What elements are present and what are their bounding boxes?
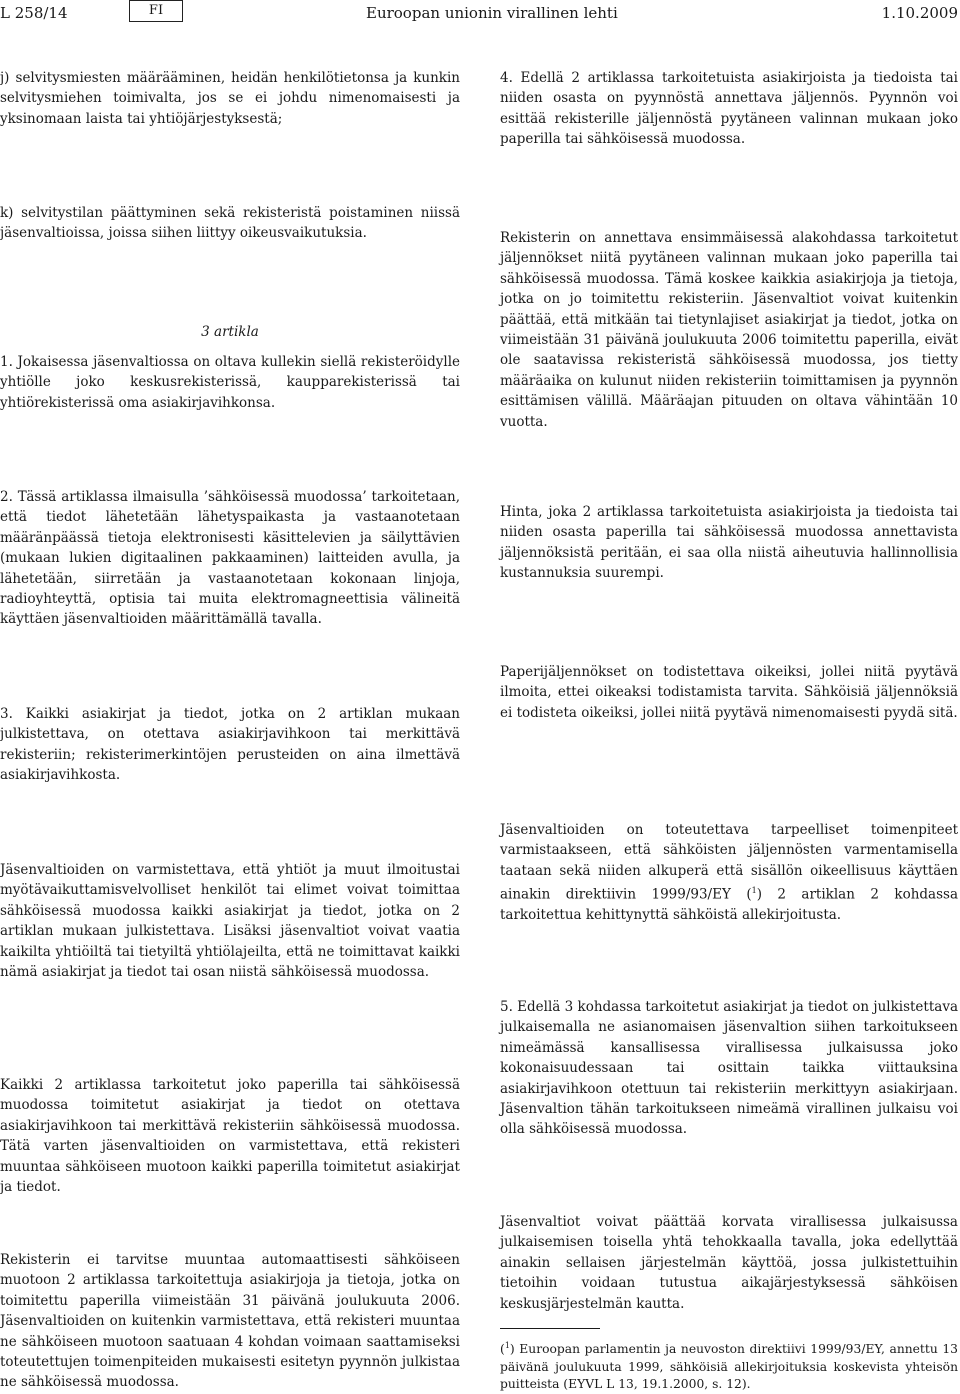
paragraph-4-subparagraph-5-text-a: Jäsenvaltioiden on toteutettava tarpeelliset toimenpiteet varmistaakseen, että sähköisten jäljennösten varmentamisella taataan sekä niiden alkuperä että sisällön oikeellisuus käyttäen ainakin direktiivin 1999/93/EY ( [500, 822, 958, 903]
paragraph-4-subparagraph-3: Hinta, joka 2 artiklassa tarkoitetuista asiakirjoista ja tiedoista tai niiden osasta paperilla tai sähköisessä muodossa annettavista jäljennöksistä peritään, ei saa olla niistä aiheutuvia hallinnollisia kustannuksia suurempi. [500, 504, 958, 582]
paragraph-1: 1. Jokaisessa jäsenvaltiossa on oltava kullekin siellä rekisteröidylle yhtiölle joko keskusrekisterissä, kaupparekisterissä tai yhtiörekisterissä oma asiakirjavihkonsa. [0, 354, 460, 411]
article-title: 3 artikla [201, 324, 259, 340]
paragraph-4-subparagraph-5-text-b: ) 2 artiklan 2 kohdassa tarkoitettua kehittynyttä sähköistä allekirjoitusta. [500, 886, 958, 924]
paragraph-2: 2. Tässä artiklassa ilmaisulla ’sähköisessä muodossa’ tarkoitetaan, että tiedot lähetetään lähetyspaikasta ja vastaanotetaan määränpäässä tietoja elektronisesti käsittelevien ja säilyttävien (mukaan lukien digitaalinen pakkaaminen) laitteiden avulla, ja lähetetään, siirretään ja vastaanotetaan kokonaan linjoja, radioyhteyttä, optisia tai muita elektromagneettisia välineitä käyttäen jäsenvaltioiden määrittämällä tavalla. [0, 489, 460, 628]
journal-title: Euroopan unionin virallinen lehti [366, 4, 618, 22]
point-j: j) selvitysmiesten määrääminen, heidän henkilötietonsa ja kunkin selvitysmiehen toimivalta, jos se ei johdu nimenomaisesti ja yksinomaan laista tai yhtiöjärjestyksestä; [0, 70, 460, 127]
language-box: FI [129, 0, 183, 22]
paragraph-3: 3. Kaikki asiakirjat ja tiedot, jotka on 2 artiklan mukaan julkistettava, on otettava asiakirjavihkoon tai merkittävä rekisteriin; rekisterimerkintöjen perusteiden on aina ilmettävä asiakirjavihkosta. [0, 706, 460, 784]
footnote: ($^1$) Euroopan parlamentin ja neuvoston direktiivi 1999/93/EY, annettu 13 päivänä joulukuuta 1999, sähköisiä allekirjoituksia koskevista yhteisön puitteista (EYVL L 13, 19.1.2000, s. 12). [500, 1341, 958, 1392]
paragraph-4: 4. Edellä 2 artiklassa tarkoitetuista asiakirjoista ja tiedoista tai niiden osasta on pyynnöstä annettava jäljennös. Pyynnön voi esittää rekisterille jäljennöstä pyytäneen valinnan mukaan joko paperilla tai sähköisessä muodossa. [500, 70, 958, 148]
paragraph-3-subparagraph-2: Jäsenvaltioiden on varmistettava, että yhtiöt ja muut ilmoitustai myötävaikuttamisvelvolliset henkilöt tai elimet voivat toimittaa sähköisessä muodossa kaikki asiakirjat ja tiedot, jotka on 2 artiklan mukaan julkistettava. Lisäksi jäsenvaltiot voivat vaatia kaikilta yhtiöiltä tai tietyiltä yhtiölajeilta, että ne toimittavat kaikki nämä asiakirjat ja tiedot tai osan niistä sähköisessä muodossa. [0, 862, 460, 981]
paragraph-4-subparagraph-5 [500, 820, 958, 926]
paragraph-4-subparagraph-4: Paperijäljennökset on todistettava oikeiksi, jollei niitä pyytävä ilmoita, ettei oikeaksi todistamista tarvita. Sähköisiä jäljennöksiä ei todisteta oikeiksi, jollei niitä pyytävä nimenomaisesti pyydä sitä. [500, 664, 958, 721]
footnote-mark: 1 [504, 1341, 510, 1350]
publication-date: 1.10.2009 [881, 4, 958, 22]
footnote-reference[interactable]: 1 [751, 886, 757, 896]
paragraph-5: 5. Edellä 3 kohdassa tarkoitetut asiakirjat ja tiedot on julkistettava julkaisemalla ne asianomaisen jäsenvaltion siihen tarkoitukseen nimeämässä kansallisessa virallisessa julkaisussa joko kokonaisuudessaan tai osittain taikka viittauksina asiakirjavihkoon otettuun tai rekisteriin merkittyyn asiakirjaan. Jäsenvaltion tähän tarkoitukseen nimeämä virallinen julkaisu voi olla sähköisessä muodossa. [500, 999, 958, 1138]
paragraph-4-subparagraph-2: Rekisterin on annettava ensimmäisessä alakohdassa tarkoitetut jäljennökset niitä pyytäneen valinnan mukaan joko paperilla tai sähköisessä muodossa. Tämä koskee kaikkia asiakirjoja ja tietoja, jotka on jo toimitettu rekisteriin. Jäsenvaltiot voivat kuitenkin päättää, että mitkään tai tietynlajiset asiakirjat ja tiedot, jotka on viimeistään 31 päivänä joulukuuta 2006 toimitettu paperilla, eivät ole saatavissa rekisteristä sähköisessä muodossa, jos tietty määräaika on kulunut niiden rekisteriin toimittamisen ja pyynnön esittämisen välillä. Määräajan pituuden on oltava vähintään 10 vuotta. [500, 230, 958, 430]
footnote-text: Euroopan parlamentin ja neuvoston direktiivi 1999/93/EY, annettu 13 päivänä joulukuuta 1999, sähköisiä allekirjoituksia koskevista yhteisön puitteista (EYVL L 13, 19.1.2000, s. 12). [500, 1342, 958, 1392]
point-k: k) selvitystilan päättyminen sekä rekisteristä poistaminen niissä jäsenvaltioissa, joissa siihen liittyy oikeusvaikutuksia. [0, 205, 460, 242]
page-header [0, 0, 960, 28]
paragraph-5-subparagraph-2: Jäsenvaltiot voivat päättää korvata virallisessa julkaisussa julkaisemisen toisella yhtä tehokkaalla tavalla, joka edellyttää ainakin sellaisen järjestelmän käyttöä, jossa julkistettuihin tietoihin voidaan tutustua aikajärjestyksessä sähköisen keskusjärjestelmän kautta. [500, 1214, 958, 1312]
page-reference: L 258/14 [0, 4, 68, 22]
footnote-separator [500, 1328, 600, 1329]
paragraph-3-subparagraph-3: Kaikki 2 artiklassa tarkoitetut joko paperilla tai sähköisessä muodossa toimitetut asiakirjat ja tiedot on otettava asiakirjavihkoon tai merkittävä rekisteriin sähköisessä muodossa. Tätä varten jäsenvaltioiden on varmistettava, että rekisteri muuntaa sähköiseen muotoon kaikki paperilla toimitetut asiakirjat ja tiedot. [0, 1077, 460, 1196]
paragraph-3-subparagraph-4: Rekisterin ei tarvitse muuntaa automaattisesti sähköiseen muotoon 2 artiklassa tarkoitettuja asiakirjoja ja tietoja, jotka on toimitettu paperilla viimeistään 31 päivänä joulukuuta 2006. Jäsenvaltioiden on kuitenkin varmistettava, että rekisteri muuntaa ne sähköiseen muotoon saatuaan 4 kohdan voimaan saattamiseksi toteutettujen toimenpiteiden mukaisesti esitetyn pyynnön julkistaa ne sähköisessä muodossa. [0, 1252, 460, 1391]
